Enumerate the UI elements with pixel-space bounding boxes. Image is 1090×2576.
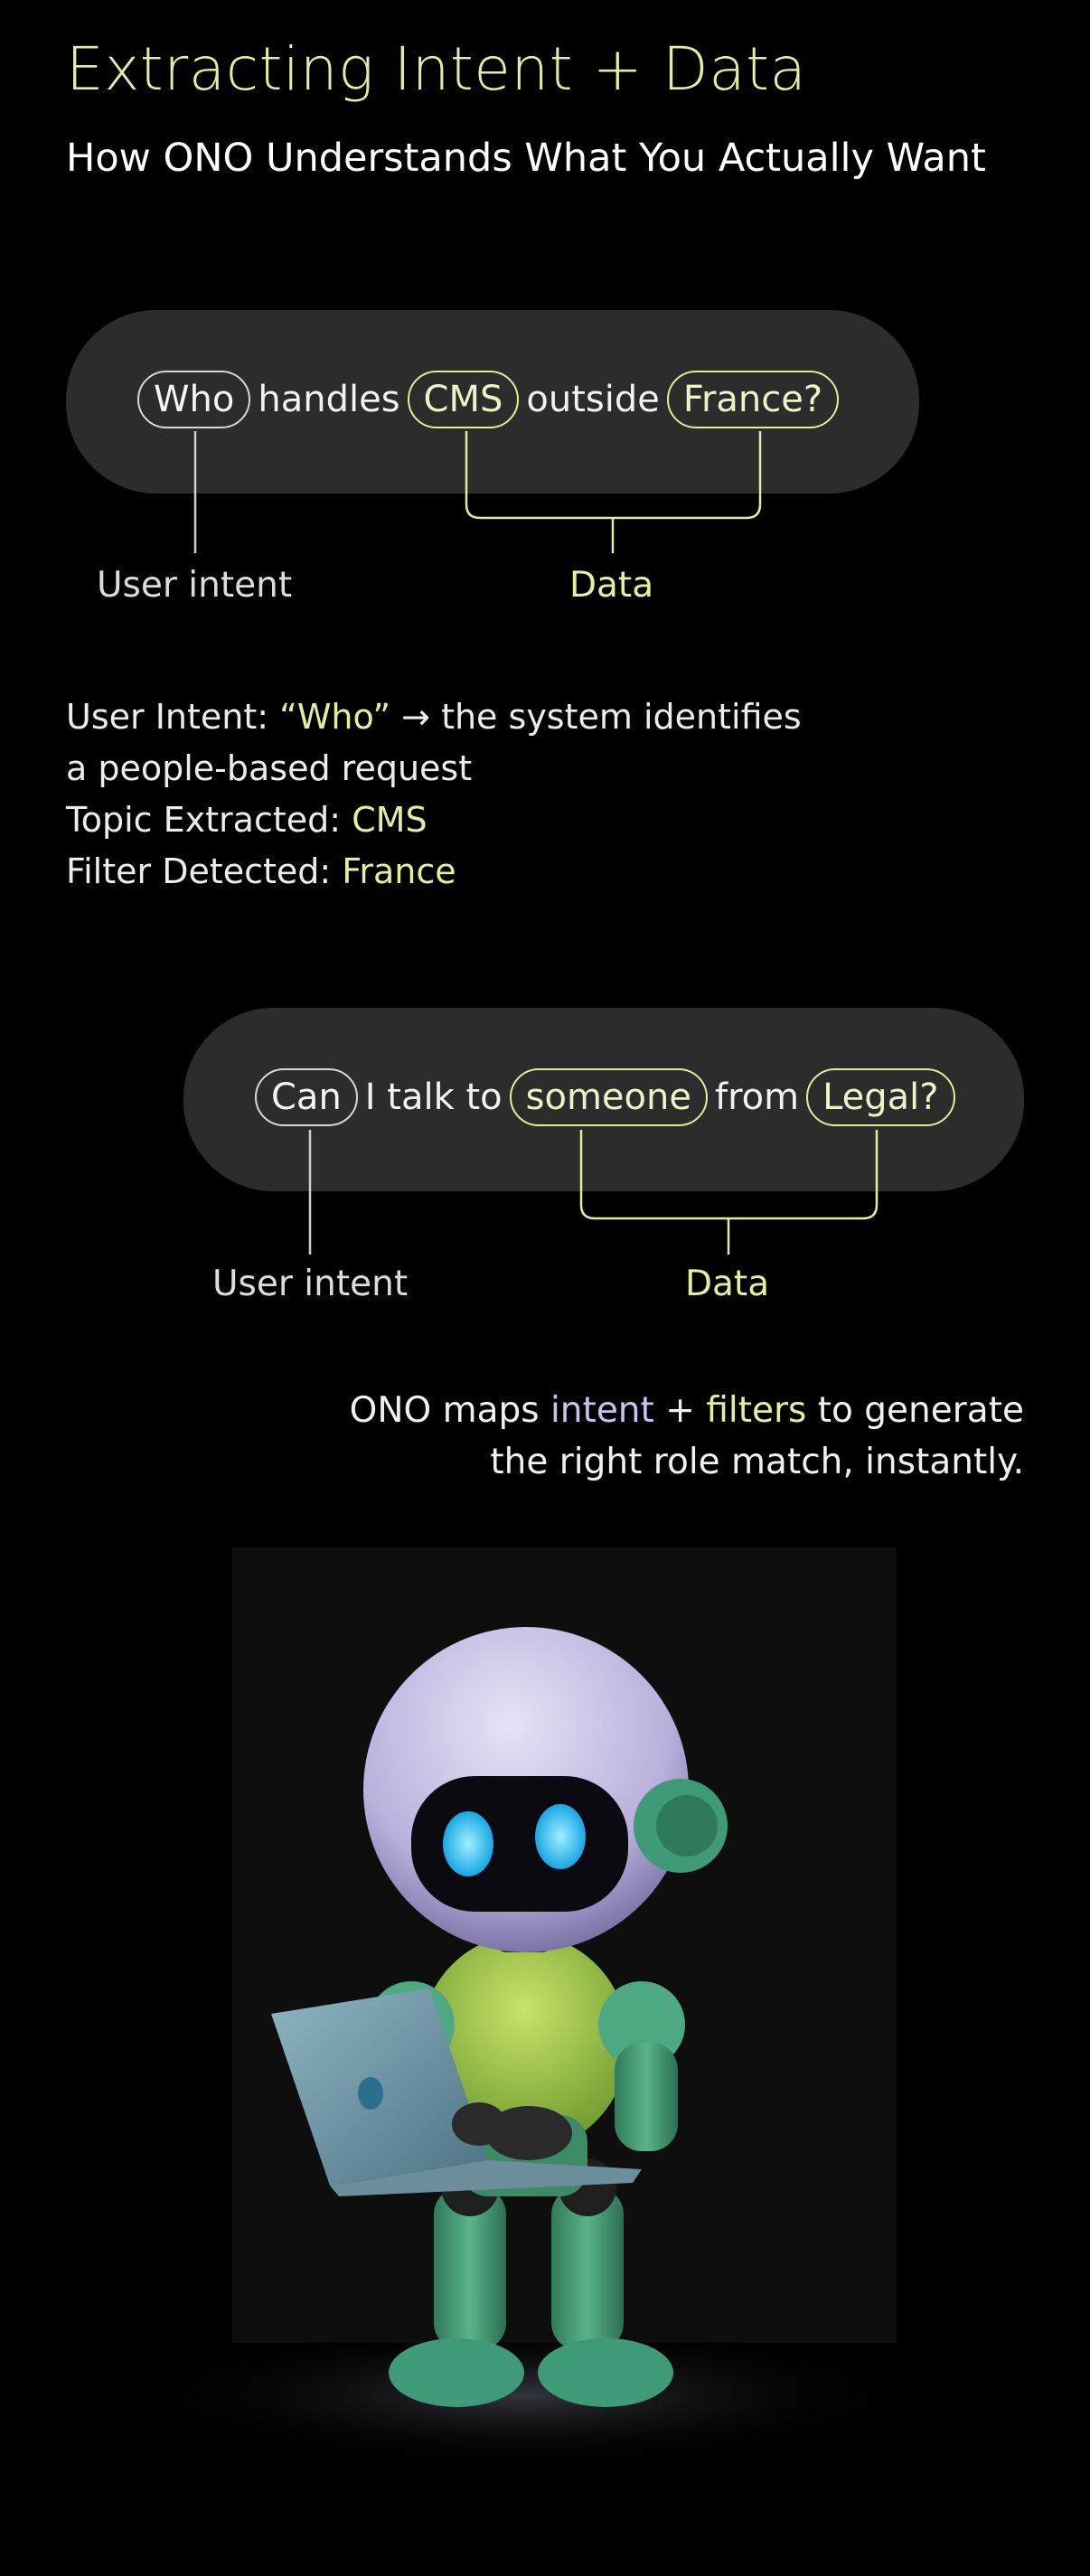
robot-illustration — [99, 1537, 949, 2531]
desc-intent-prefix: User Intent: — [66, 697, 280, 737]
summary-line-1 — [247, 1385, 1024, 1436]
label-user-intent-1: User intent — [97, 565, 293, 606]
desc-filter-prefix: Filter Detected: — [66, 851, 343, 891]
summary-intent-word: intent — [550, 1390, 654, 1431]
desc-topic-value: CMS — [352, 800, 428, 840]
label-user-intent-2: User intent — [212, 1264, 409, 1304]
desc-intent-suffix: → the system identifies — [390, 697, 802, 737]
desc-intent-quote: “Who” — [279, 697, 391, 737]
desc-line-request: a people-based request — [66, 748, 473, 788]
page-title: Extracting Intent + Data — [66, 34, 807, 104]
chip-intent-can: Can — [255, 1068, 358, 1126]
summary-part2: + — [653, 1390, 707, 1431]
summary-line-2: the right role match, instantly. — [490, 1442, 1024, 1482]
desc-filter-value: France — [342, 851, 456, 891]
chip-data-cms: CMS — [408, 371, 520, 428]
chip-intent-who: Who — [137, 371, 250, 428]
desc-topic-prefix: Topic Extracted: — [66, 800, 352, 840]
chip-data-france: France? — [667, 371, 839, 428]
summary-text — [247, 1385, 1024, 1488]
query-word-i-talk-to: I talk to — [364, 1076, 503, 1118]
page-subtitle: How ONO Understands What You Actually Want — [66, 136, 986, 181]
robot-with-laptop-icon — [99, 1537, 949, 2531]
query-word-outside: outside — [526, 379, 660, 420]
summary-part1: ONO maps — [349, 1390, 550, 1431]
label-data-2: Data — [685, 1264, 770, 1304]
label-data-1: Data — [569, 565, 654, 606]
query-word-from: from — [714, 1076, 800, 1118]
chip-data-someone: someone — [510, 1068, 708, 1126]
query-word-handles: handles — [258, 379, 400, 420]
summary-part3: to generate — [806, 1390, 1024, 1431]
chip-data-legal: Legal? — [806, 1068, 954, 1126]
summary-filters-word: filters — [706, 1390, 807, 1431]
